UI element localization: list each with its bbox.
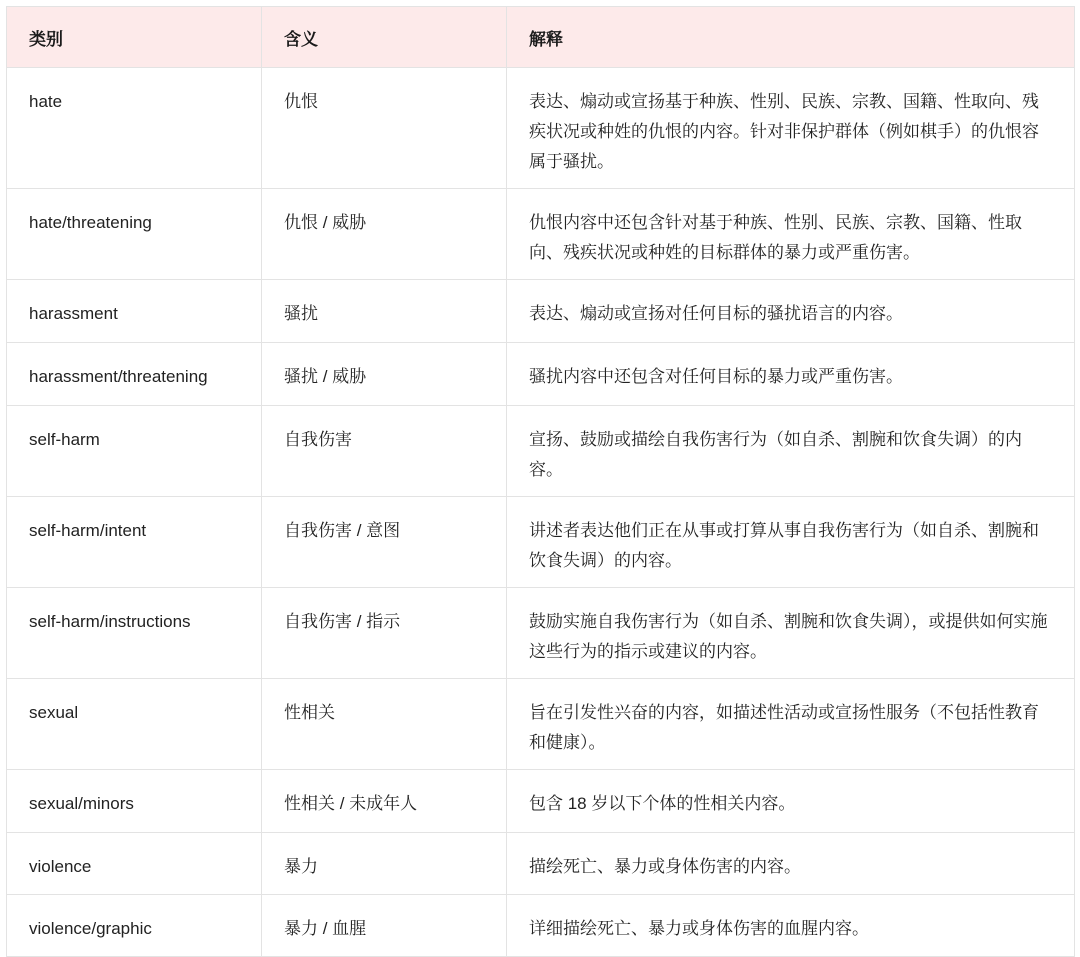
meaning-cell: 暴力 / 血腥 <box>262 895 507 957</box>
header-category: 类别 <box>7 7 262 68</box>
meaning-cell: 骚扰 / 威胁 <box>262 343 507 406</box>
meaning-cell: 仇恨 / 威胁 <box>262 189 507 280</box>
table-row <box>7 895 1075 957</box>
meaning-cell: 暴力 <box>262 833 507 895</box>
explanation-cell: 描绘死亡、暴力或身体伤害的内容。 <box>507 833 1075 895</box>
explanation-cell: 鼓励实施自我伤害行为（如自杀、割腕和饮食失调），或提供如何实施这些行为的指示或建议的内容。 <box>507 588 1075 679</box>
category-cell: hate/threatening <box>7 189 262 280</box>
meaning-cell: 性相关 <box>262 679 507 770</box>
explanation-cell: 包含 18 岁以下个体的性相关内容。 <box>507 770 1075 833</box>
table-row <box>7 497 1075 588</box>
meaning-cell: 仇恨 <box>262 68 507 189</box>
explanation-cell: 详细描绘死亡、暴力或身体伤害的血腥内容。 <box>507 895 1075 957</box>
category-cell: hate <box>7 68 262 189</box>
meaning-cell: 性相关 / 未成年人 <box>262 770 507 833</box>
category-cell: violence/graphic <box>7 895 262 957</box>
table-row <box>7 68 1075 189</box>
meaning-cell: 自我伤害 / 意图 <box>262 497 507 588</box>
meaning-cell: 自我伤害 <box>262 406 507 497</box>
explanation-cell: 骚扰内容中还包含对任何目标的暴力或严重伤害。 <box>507 343 1075 406</box>
category-cell: self-harm/intent <box>7 497 262 588</box>
explanation-cell: 表达、煽动或宣扬基于种族、性别、民族、宗教、国籍、性取向、残疾状况或种姓的仇恨的内容。针对非保护群体（例如棋手）的仇恨容属于骚扰。 <box>507 68 1075 189</box>
table-body <box>7 68 1075 957</box>
explanation-cell: 讲述者表达他们正在从事或打算从事自我伤害行为（如自杀、割腕和饮食失调）的内容。 <box>507 497 1075 588</box>
table-row <box>7 280 1075 343</box>
meaning-cell: 自我伤害 / 指示 <box>262 588 507 679</box>
moderation-categories-table <box>6 6 1075 957</box>
header-row <box>7 7 1075 68</box>
table-row <box>7 679 1075 770</box>
meaning-cell: 骚扰 <box>262 280 507 343</box>
explanation-cell: 宣扬、鼓励或描绘自我伤害行为（如自杀、割腕和饮食失调）的内容。 <box>507 406 1075 497</box>
header-explanation: 解释 <box>507 7 1075 68</box>
table-row <box>7 588 1075 679</box>
explanation-cell: 仇恨内容中还包含针对基于种族、性别、民族、宗教、国籍、性取向、残疾状况或种姓的目标群体的暴力或严重伤害。 <box>507 189 1075 280</box>
table-row <box>7 833 1075 895</box>
category-cell: violence <box>7 833 262 895</box>
category-cell: harassment <box>7 280 262 343</box>
category-cell: self-harm <box>7 406 262 497</box>
explanation-cell: 表达、煽动或宣扬对任何目标的骚扰语言的内容。 <box>507 280 1075 343</box>
table-row <box>7 343 1075 406</box>
category-cell: self-harm/instructions <box>7 588 262 679</box>
table-header <box>7 7 1075 68</box>
category-cell: sexual/minors <box>7 770 262 833</box>
table-row <box>7 406 1075 497</box>
explanation-cell: 旨在引发性兴奋的内容，如描述性活动或宣扬性服务（不包括性教育和健康）。 <box>507 679 1075 770</box>
category-cell: sexual <box>7 679 262 770</box>
table-row <box>7 189 1075 280</box>
header-meaning: 含义 <box>262 7 507 68</box>
table-row <box>7 770 1075 833</box>
category-cell: harassment/threatening <box>7 343 262 406</box>
